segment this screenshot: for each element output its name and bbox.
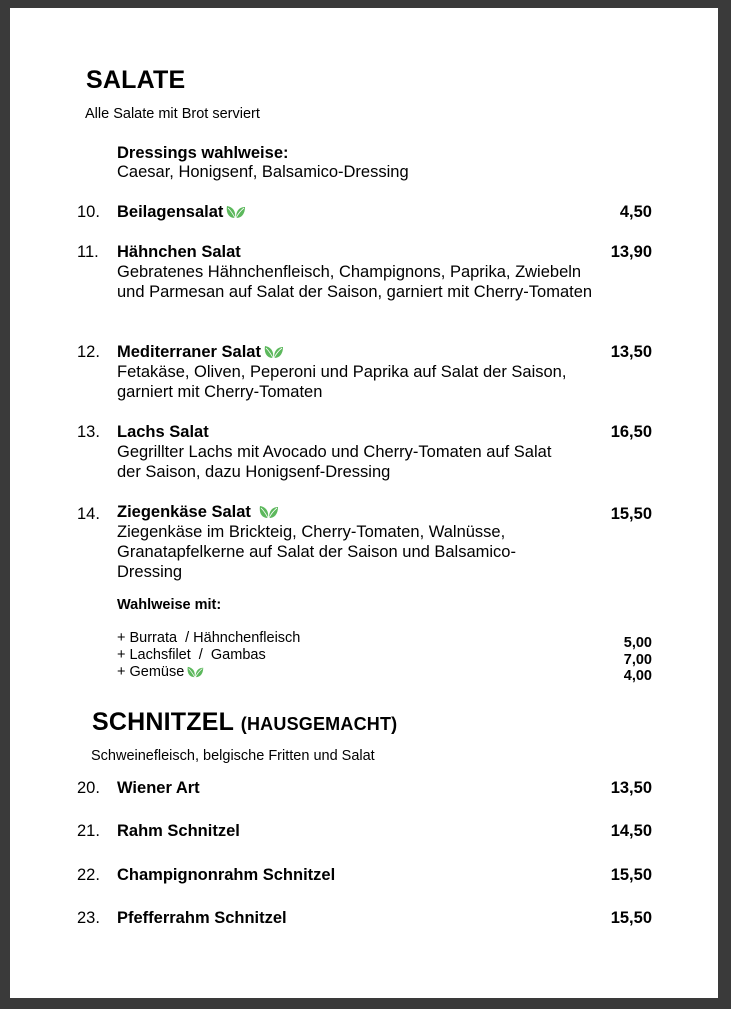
item-name: Rahm Schnitzel [117,822,240,840]
item-name [117,503,280,522]
item-name: Champignonrahm Schnitzel [117,866,336,884]
item-number: 11. [77,243,99,261]
menu-page [10,8,718,998]
option-price: 7,00 [623,651,652,668]
section-title-salate: SALATE [86,66,186,94]
item-name-text: Ziegenkäse Salat [117,503,251,521]
leaf-icon [186,666,205,678]
dressings-label: Dressings wahlweise: [117,144,289,162]
item-number: 14. [77,505,100,523]
item-name: Wiener Art [117,779,200,797]
item-price: 4,50 [619,203,652,221]
item-price: 14,50 [610,822,652,840]
item-number: 10. [77,203,100,221]
option-item [117,664,300,681]
leaf-icon [258,505,280,519]
options-label: Wahlweise mit: [117,597,222,613]
section-subtitle-schnitzel: Schweinefleisch, belgische Fritten und Salat [91,748,375,764]
item-description: Fetakäse, Oliven, Peperoni und Paprika auf Salat der Saison, garniert mit Cherry-Tomaten [117,363,567,401]
leaf-icon [225,205,247,219]
item-name: Hähnchen Salat [117,243,241,261]
section-title-suffix: (HAUSGEMACHT) [240,714,398,734]
item-price: 16,50 [610,423,652,441]
item-price: 13,50 [610,343,652,361]
item-name: Lachs Salat [117,423,209,441]
item-description: Gebratenes Hähnchenfleisch, Champignons, Paprika, Zwiebeln und Parmesan auf Salat der Saison, garniert mit Cherry-Tomaten [117,263,593,301]
item-number: 13. [77,423,100,441]
item-name-text: Beilagensalat [117,203,224,221]
dressings-text: Caesar, Honigsenf, Balsamico-Dressing [117,163,409,181]
item-price: 13,50 [610,779,652,797]
section-subtitle-salate: Alle Salate mit Brot serviert [85,106,260,122]
option-price: 4,00 [623,668,652,684]
item-description: Gegrillter Lachs mit Avocado und Cherry-Tomaten auf Salat der Saison, dazu Honigsenf-Dressing [117,443,552,481]
item-number: 20. [77,779,100,797]
options-prices [592,635,652,685]
section-title-text: SCHNITZEL [92,708,234,736]
item-name-text: Mediterraner Salat [117,343,261,361]
options-list [117,630,300,681]
item-price: 15,50 [610,866,652,884]
option-text: + Gemüse [117,664,185,680]
item-number: 12. [77,343,100,361]
option-item: + Lachsfilet / Gambas [117,647,266,663]
item-name [117,203,247,222]
item-price: 15,50 [610,909,652,927]
item-name: Pfefferrahm Schnitzel [117,909,287,927]
option-price: 5,00 [623,635,652,651]
section-title-schnitzel [92,708,397,737]
item-price: 13,90 [610,243,652,261]
item-description: Ziegenkäse im Brickteig, Cherry-Tomaten, Walnüsse, Granatapfelkerne auf Salat der Saison und Balsamico-Dressing [117,523,516,581]
leaf-icon [263,345,285,359]
item-number: 21. [77,822,100,840]
item-number: 22. [77,866,100,884]
item-name [117,343,285,362]
item-number: 23. [77,909,100,927]
item-price: 15,50 [610,505,652,523]
option-item: + Burrata / Hähnchenfleisch [117,630,301,646]
